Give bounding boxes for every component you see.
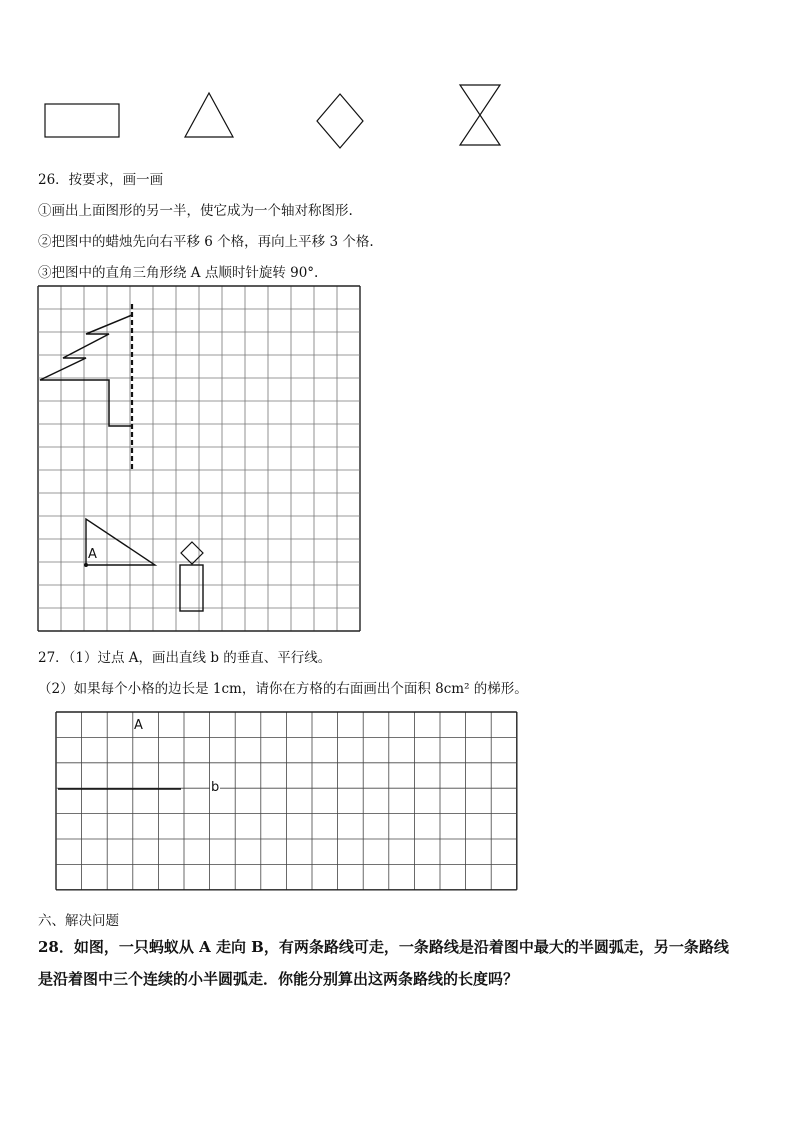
triangle-shape: [185, 93, 233, 137]
q26-step3: ③把图中的直角三角形绕 A 点顺时针旋转 90°.: [38, 265, 319, 281]
rectangle-shape: [45, 104, 119, 137]
grid-q27-lines: [56, 712, 517, 890]
diamond-shape: [317, 94, 363, 148]
point-a-dot: [84, 563, 88, 567]
grid-q27: [56, 712, 526, 892]
hourglass-shape: [460, 85, 500, 145]
q27-part1: 27．（1）过点 A，画出直线 b 的垂直、平行线。: [38, 650, 332, 666]
grid-q26-label-a: A: [88, 547, 97, 562]
shapes-row: [0, 0, 794, 160]
candle-body: [180, 565, 203, 611]
grid-q26: [38, 286, 368, 636]
section-heading: 六、解决问题: [38, 913, 119, 929]
grid-q26-lines: [38, 286, 360, 631]
q28-line1: 28．如图，一只蚂蚁从 A 走向 B，有两条路线可走，一条路线是沿着图中最大的半圆弧走，另一条路线: [38, 938, 729, 956]
q27-part2: （2）如果每个小格的边长是 1cm，请你在方格的右面画出个面积 8cm² 的梯形。: [38, 681, 528, 697]
q26-step2: ②把图中的蜡烛先向右平移 6 个格，再向上平移 3 个格.: [38, 234, 374, 250]
q26-title: 26．按要求，画一画: [38, 172, 164, 188]
grid-q27-label-a: A: [134, 718, 143, 733]
candle-flame: [181, 542, 203, 564]
q26-step1: ①画出上面图形的另一半，使它成为一个轴对称图形.: [38, 203, 353, 219]
line-b-label: b: [211, 780, 220, 795]
q28-line2: 是沿着图中三个连续的小半圆弧走．你能分别算出这两条路线的长度吗？: [38, 970, 519, 988]
